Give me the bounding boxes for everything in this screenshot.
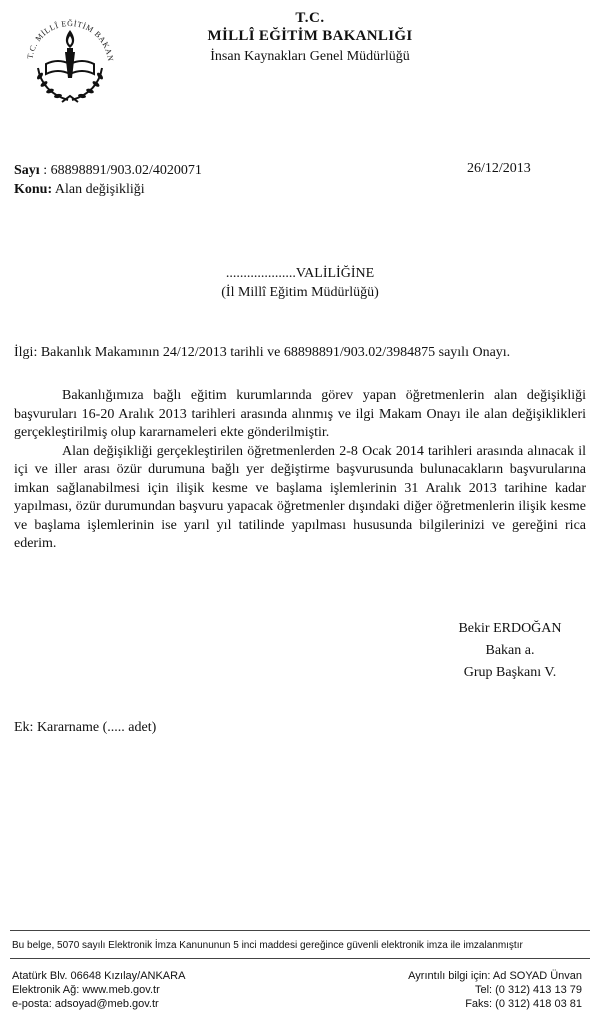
footer-divider-top xyxy=(10,930,590,931)
konu-value: Alan değişikliği xyxy=(54,182,145,197)
footer-right xyxy=(360,969,582,1011)
header-tc: T.C. xyxy=(295,10,325,26)
footer-contact: Ayrıntılı bilgi için: Ad SOYAD Ünvan xyxy=(408,970,582,982)
footer-left xyxy=(12,969,185,1011)
body-paragraph-2: Alan değişikliği gerçekleştirilen öğretmenlerden 2-8 Ocak 2014 tarihleri arasında alınacak il içi ve iller arası özür durumuna bağlı yer değiştirme başvurusunda bulunacakların başvurularına imkan sağlanabilmesi için ilişik kesme ve başlama işlemlerinin 31 Aralık 2013 tarihine kadar yapılması, özür durumundan başvuru yapacak öğretmenler dışındaki diğer öğretmenlerin ilişik kesme ve başlama işlemlerinin ise yarıl yıl tatilinde yapılması hususunda bilgilerinizi ve gereğini rica ederim. xyxy=(14,443,586,551)
ilgi-reference: İlgi: Bakanlık Makamının 24/12/2013 tarihli ve 68898891/903.02/3984875 sayılı Onayı. xyxy=(14,345,511,360)
attachment-note: Ek: Kararname (..... adet) xyxy=(14,720,157,735)
sayi-value: : 68898891/903.02/4020071 xyxy=(43,163,202,178)
addressee-line1: ....................VALİLİĞİNE xyxy=(225,266,375,281)
signature-block xyxy=(420,618,600,684)
footer-divider-bottom xyxy=(10,958,590,959)
signer-role: Bakan a. xyxy=(485,643,535,658)
sayi-label: Sayı xyxy=(14,163,40,178)
footer-fax: Faks: (0 312) 418 03 81 xyxy=(465,998,582,1010)
body-paragraph-1: Bakanlığımıza bağlı eğitim kurumlarında görev yapan öğretmenlerin alan değişikliği başvuruları 16-20 Aralık 2013 tarihleri arasında alınmış ve ilgi Makam Onayı ile alan değişiklikleri gerçekleştirilmiş olup kararnameleri ekte gönderilmiştir. xyxy=(14,388,586,440)
emblem-text: T.C. MİLLÎ EĞİTİM BAKAN xyxy=(25,18,116,63)
header-directorate: İnsan Kaynakları Genel Müdürlüğü xyxy=(210,49,410,64)
signer-name: Bekir ERDOĞAN xyxy=(458,621,562,636)
konu-line xyxy=(14,182,145,198)
letter-body xyxy=(14,387,586,554)
ministry-emblem-logo xyxy=(18,8,122,112)
signer-title: Grup Başkanı V. xyxy=(463,665,557,680)
sayi-line xyxy=(14,163,202,179)
document-date: 26/12/2013 xyxy=(467,161,531,176)
footer-email: e-posta: adsoyad@meb.gov.tr xyxy=(12,998,159,1010)
footer-address: Atatürk Blv. 06648 Kızılay/ANKARA xyxy=(12,970,186,982)
header-ministry: MİLLÎ EĞİTİM BAKANLIĞI xyxy=(207,28,413,44)
addressee-line2: (İl Millî Eğitim Müdürlüğü) xyxy=(221,285,379,300)
konu-label: Konu: xyxy=(14,182,53,197)
footer-web: Elektronik Ağ: www.meb.gov.tr xyxy=(12,984,160,996)
footer-tel: Tel: (0 312) 413 13 79 xyxy=(474,984,582,996)
esign-note: Bu belge, 5070 sayılı Elektronik İmza Kanununun 5 inci maddesi gereğince güvenli elektronik imza ile imzalanmıştır xyxy=(12,940,523,951)
